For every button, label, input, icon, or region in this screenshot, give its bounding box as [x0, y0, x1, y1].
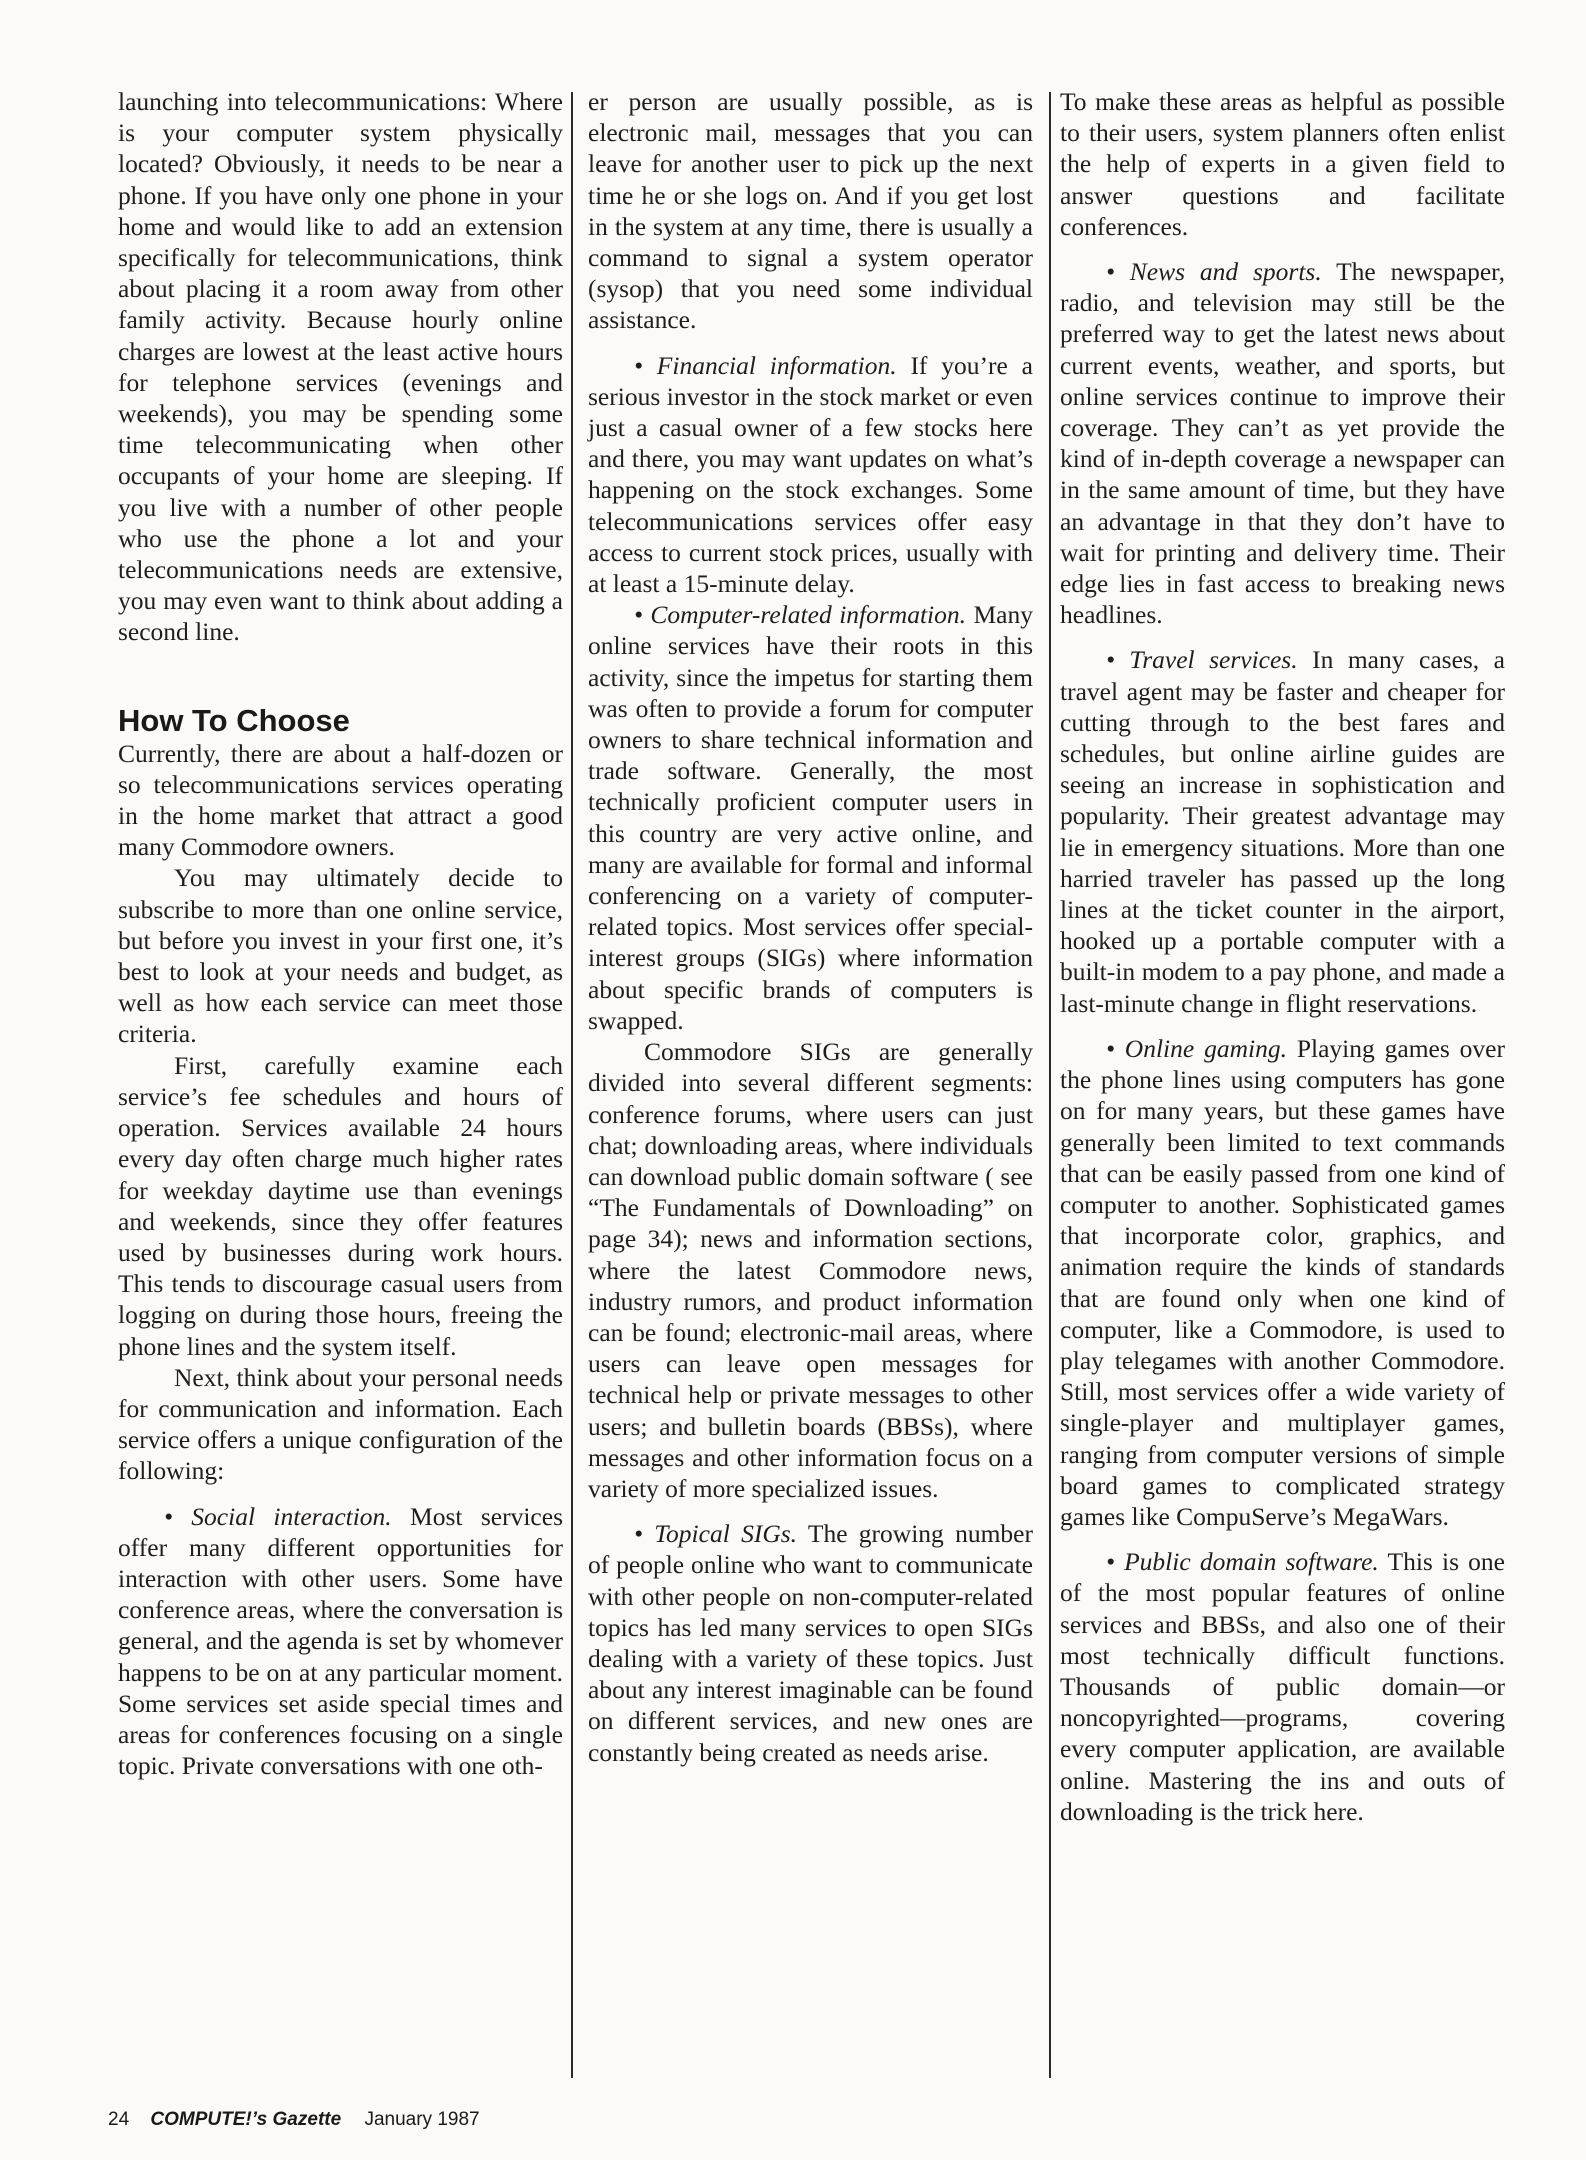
- bullet-lead: • Computer-related information.: [634, 600, 966, 630]
- column-rule: [1049, 92, 1051, 2078]
- section-heading: How To Choose: [118, 702, 350, 738]
- paragraph-text: In many cases, a travel agent may be faster and cheaper for cutting through to the best fares and schedules, but online airline guides are seeing an increase in sophistication and popularity. Their greatest advantage may lie in emergency situations. More than one harried traveler has passed up the long lines at the ticket counter in the airport, hooked up a portable computer with a built-in modem to a pay phone, and made a last-minute change in flight reservations.: [1060, 645, 1505, 1018]
- paragraph-text: Next, think about your personal needs for communication and information. Each service offers a unique configuration of the following:: [118, 1362, 563, 1486]
- page-footer: [108, 2109, 480, 2131]
- paragraph-text: er person are usually possible, as is electronic mail, messages that you can leave for another user to pick up the next time he or she logs on. And if you get lost in the system at any time, there is usually a command to signal a system operator (sysop) that you need some individual assistance.: [588, 87, 1033, 335]
- page-number: 24: [108, 2109, 130, 2130]
- bullet-lead: • Social interaction.: [164, 1501, 392, 1531]
- paragraph: [588, 1036, 1033, 1504]
- paragraph-text: This is one of the most popular features of online services and BBSs, and also one of their most technically difficult functions. Thousands of public domain—or noncopyrighted—programs, covering every computer application, are available online. Mastering the ins and outs of downloading is the trick here.: [1060, 1547, 1505, 1826]
- bullet-paragraph: [1060, 1033, 1505, 1532]
- bullet-lead: • Topical SIGs.: [634, 1519, 798, 1549]
- paragraph-text: You may ultimately decide to subscribe to more than one online service, but before you invest in your first one, it’s best to look at your needs and budget, as well as how each service can meet those criteria.: [118, 863, 563, 1049]
- paragraph: [118, 1050, 563, 1362]
- paragraph: [1060, 86, 1505, 242]
- paragraph: [118, 1362, 563, 1487]
- column-rule: [571, 92, 573, 2078]
- issue-date: January 1987: [364, 2109, 480, 2130]
- paragraph-text: The newspaper, radio, and television may still be the preferred way to get the latest news about current events, weather, and sports, but online services continue to improve their coverage. They can’t as yet provide the kind of in-depth coverage a newspaper can in the same amount of time, but they have an advantage in that they don’t have to wait for printing and delivery time. Their edge lies in fast access to breaking news headlines.: [1060, 257, 1505, 630]
- bullet-paragraph: [118, 1501, 563, 1782]
- bullet-paragraph: [588, 1518, 1033, 1768]
- bullet-paragraph: [588, 350, 1033, 600]
- paragraph: [118, 862, 563, 1049]
- bullet-lead: • Public domain software.: [1106, 1547, 1379, 1577]
- paragraph-text: The growing number of people online who want to communicate with other people on non-computer-related topics has led many services to open SIGs dealing with a variety of these topics. Just about any interest imaginable can be found on different services, and new ones are constantly being created as needs arise.: [588, 1519, 1033, 1767]
- paragraph-text: If you’re a serious investor in the stock market or even just a casual owner of a few stocks here and there, you may want updates on what’s happening on the stock exchanges. Some telecommunications services offer easy access to current stock prices, usually with at least a 15-minute delay.: [588, 350, 1033, 599]
- paragraph-text: launching into telecommunications: Where is your computer system physically located? Obviously, it needs to be near a phone. If you have only one phone in your home and would like to add an extension specifically for telecommunications, think about placing it a room away from other family activity. Because hourly online charges are lowest at the least active hours for telephone services (evenings and weekends), you may be spending some time telecommunicating when other occupants of your home are sleeping. If you live with a number of other people who use the phone a lot and your telecommunications needs are extensive, you may even want to think about adding a second line.: [118, 87, 563, 647]
- paragraph-text: Playing games over the phone lines using computers has gone on for many years, but these games have generally been limited to text commands that can be easily passed from one kind of computer to another. Sophisticated games that incorporate color, graphics, and animation require the kinds of standards that are found only when one kind of computer, like a Commodore, is used to play telegames with another Commodore. Still, most services offer a wide variety of single-player and multiplayer games, ranging from computer versions of simple board games to complicated strategy games like CompuServe’s MegaWars.: [1060, 1033, 1505, 1531]
- paragraph-text: To make these areas as helpful as possible to their users, system planners often enlist the help of experts in a given field to answer questions and facilitate conferences.: [1060, 87, 1505, 241]
- paragraph: [588, 86, 1033, 336]
- magazine-title: COMPUTE!’s Gazette: [150, 2109, 342, 2130]
- bullet-paragraph: [1060, 644, 1505, 1018]
- bullet-lead: • Financial information.: [634, 350, 897, 380]
- bullet-paragraph: [1060, 1546, 1505, 1827]
- article-column-1: [118, 86, 563, 1781]
- bullet-paragraph: [1060, 256, 1505, 630]
- paragraph: [118, 86, 563, 648]
- bullet-lead: • Travel services.: [1106, 645, 1298, 675]
- paragraph-text: Most services offer many different opportunities for interaction with other users. Some have conference areas, where the conversation is general, and the agenda is set by whomever happens to be on at any particular moment. Some services set aside special times and areas for conferences focusing on a single topic. Private conversations with one oth-: [118, 1501, 563, 1781]
- paragraph-text: Many online services have their roots in this activity, since the impetus for starting them was often to provide a forum for computer owners to share technical information and trade software. Generally, the most technically proficient computer users in this country are very active online, and many are available for formal and informal conferencing on a variety of computer-related topics. Most services offer special-interest groups (SIGs) where information about specific brands of computers is swapped.: [588, 600, 1033, 1035]
- bullet-lead: • Online gaming.: [1106, 1033, 1287, 1063]
- bullet-paragraph: [588, 599, 1033, 1036]
- bullet-lead: • News and sports.: [1106, 257, 1322, 287]
- paragraph-text: Currently, there are about a half-dozen or so telecommunications services operating in the home market that attract a good many Commodore owners.: [118, 738, 563, 862]
- paragraph-text: First, carefully examine each service’s fee schedules and hours of operation. Services available 24 hours every day often charge much higher rates for weekday daytime use than evenings and weekends, since they offer features used by businesses during work hours. This tends to discourage casual users from logging on during those hours, freeing the phone lines and the system itself.: [118, 1050, 563, 1361]
- paragraph-text: Commodore SIGs are generally divided into several different segments: conference forums, where users can just chat; downloading areas, where individuals can download public domain software ( see “The Fundamentals of Downloading” on page 34); news and information sections, where the latest Commodore news, industry rumors, and product information can be found; electronic-mail areas, where users can leave open messages for technical help or private messages to other users; and bulletin boards (BBSs), where messages and other information focus on a variety of more specialized issues.: [588, 1037, 1033, 1503]
- paragraph: [118, 738, 563, 863]
- article-column-2: [588, 86, 1033, 1768]
- article-column-3: [1060, 86, 1505, 1827]
